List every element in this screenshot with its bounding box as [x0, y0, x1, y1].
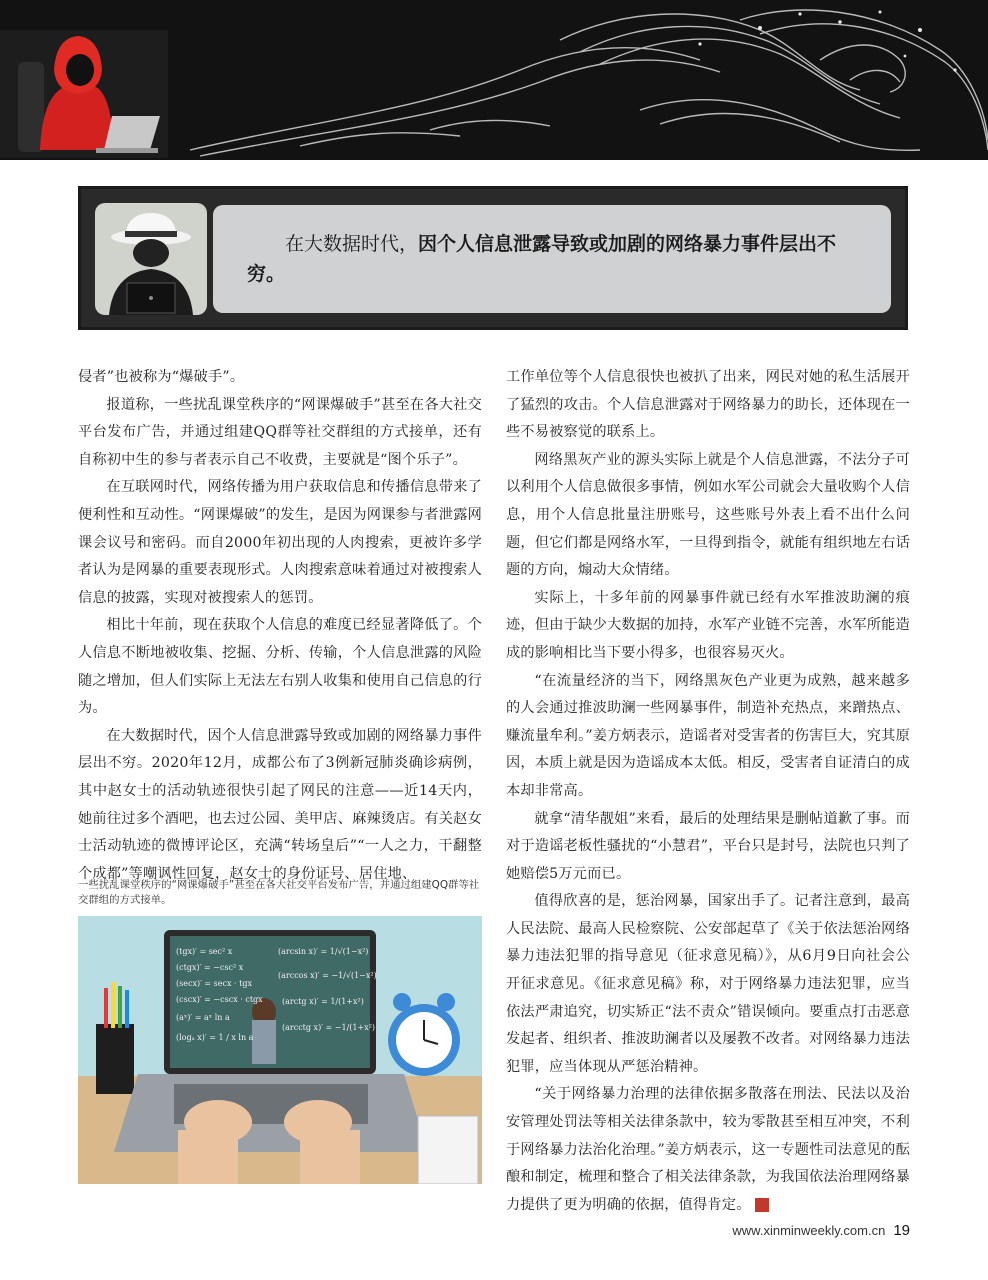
formula-text: (logₐ x)′ = 1 / x ln a — [176, 1033, 254, 1042]
left-column — [78, 364, 482, 888]
paragraph: 实际上，十多年前的网暴事件就已经有水军推波助澜的痕迹，但由于缺少大数据的加持，水军产业链不完善，水军所能造成的影响相比当下要小得多，也很容易灭火。 — [506, 589, 910, 661]
right-column — [506, 364, 910, 1219]
formula-text: (cscx)′ = −cscx · ctgx — [176, 995, 263, 1004]
paragraph: 在互联网时代，网络传播为用户获取信息和传播信息带来了便利性和互动性。“网课爆破”的发生，是因为网课参与者泄露网课会议号和密码。而自2000年初出现的人肉搜索，更被许多学者认为是网暴的重要表现形式。人肉搜索意味着通过对被搜索人信息的披露，实现对被搜索人的惩罚。 — [78, 479, 482, 606]
formula-text: (arctg x)′ = 1/(1+x²) — [282, 997, 364, 1006]
paragraph: 侵者”也被称为“爆破手”。 — [78, 369, 245, 385]
paragraph: 报道称，一些扰乱课堂秩序的“网课爆破手”甚至在各大社交平台发布广告，并通过组建QQ群等社交群组的方式接单，还有自称初中生的参与者表示自己不收费，主要就是“图个乐子”。 — [78, 396, 482, 468]
paragraph: 相比十年前，现在获取个人信息的难度已经显著降低了。个人信息不断地被收集、挖掘、分析、传输，个人信息泄露的风险随之增加，但人们实际上无法左右别人收集和使用自己信息的行为。 — [78, 617, 482, 717]
paragraph-last — [506, 1081, 910, 1219]
pullquote-lead: 在大数据时代， — [285, 233, 419, 255]
paragraph-text: “关于网络暴力治理的法律依据多散落在刑法、民法以及治安管理处罚法等相关法律条款中，较为零散甚至相互冲突，不利于网络暴力法治化治理。”姜方炳表示，这一专题性司法意见的酝酿和制定，梳理和整合了相关法律条款，为我国依法治理网络暴力提供了更为明确的依据，值得肯定。 — [506, 1086, 910, 1213]
formula-text: (secx)′ = secx · tgx — [176, 979, 252, 988]
paragraph: 值得欣喜的是，惩治网暴，国家出手了。记者注意到，最高人民法院、最高人民检察院、公安部起草了《关于依法惩治网络暴力违法犯罪的指导意见（征求意见稿）》，从6月9日向社会公开征求意见。《征求意见稿》称，对于网络暴力违法犯罪，应当依法严肃追究，切实矫正“法不责众”错误倾向。要重点打击恶意发起者、组织者、推波助澜者以及屡教不改者。对网络暴力违法犯罪，应当体现从严惩治精神。 — [506, 893, 910, 1075]
formula-text: (arccos x)′ = −1/√(1−x²) — [278, 971, 377, 980]
laptop-photo — [78, 916, 482, 1184]
page-number: 19 — [893, 1222, 910, 1239]
pullquote-bold: 因个人信息泄露导致或加剧的网络暴力事件层出不穷。 — [247, 233, 837, 285]
paragraph: 在大数据时代，因个人信息泄露导致或加剧的网络暴力事件层出不穷。2020年12月，成都公布了3例新冠肺炎确诊病例，其中赵女士的活动轨迹很快引起了网民的注意——近14天内，她前往过多个酒吧，也去过公园、美甲店、麻辣烫店。有关赵女士活动轨迹的微博评论区，充满“转场皇后”“一人之力，干翻整个成都”等嘲讽性回复，赵女士的身份证号、居住地、 — [78, 727, 482, 882]
hacker-illustration — [0, 30, 168, 158]
paragraph: 就拿“清华靓姐”来看，最后的处理结果是删帖道歉了事。而对于造谣老板性骚扰的“小慧君”，平台只是封号，法院也只判了她赔偿5万元而已。 — [506, 810, 910, 882]
spy-icon — [95, 203, 207, 315]
formula-text: (arcctg x)′ = −1/(1+x²) — [282, 1023, 376, 1032]
page-footer — [732, 1222, 910, 1239]
paragraph: 网络黑灰产业的源头实际上就是个人信息泄露，不法分子可以利用个人信息做很多事情，例如水军公司就会大量收购个人信息，用个人信息批量注册账号，这些账号外表上看不出什么问题，但它们都是网络水军，一旦得到指令，就能有组织地左右话题的方向，煽动大众情绪。 — [506, 451, 910, 579]
paragraph: 工作单位等个人信息很快也被扒了出来，网民对她的私生活展开了猛烈的攻击。个人信息泄露对于网络暴力的助长，还体现在一些不易被察觉的联系上。 — [506, 369, 910, 441]
formula-text: (ctgx)′ = −csc² x — [176, 963, 244, 972]
paragraph: “在流量经济的当下，网络黑灰色产业更为成熟，越来越多的人会通过推波助澜一些网暴事件，制造补充热点，来蹭热点、赚流量牟利。”姜方炳表示，造谣者对受害者的伤害巨大，究其原因，本质上就是因为造谣成本太低。相反，受害者自证清白的成本却非常高。 — [506, 672, 910, 799]
pullquote-text — [213, 205, 891, 313]
formula-text: (aˣ)′ = aˣ ln a — [176, 1013, 230, 1022]
pullquote-frame — [78, 186, 908, 330]
end-mark-icon: 民 — [755, 1198, 769, 1212]
footer-url[interactable]: www.xinminweekly.com.cn — [732, 1223, 886, 1238]
formula-text: (tgx)′ = sec² x — [176, 947, 233, 956]
photo-caption: 一些扰乱课堂秩序的“网课爆破手”甚至在各大社交平台发布广告，并通过组建QQ群等社交群组的方式接单。 — [78, 879, 480, 906]
top-banner — [0, 0, 988, 160]
formula-text: (arcsin x)′ = 1/√(1−x²) — [278, 947, 369, 956]
